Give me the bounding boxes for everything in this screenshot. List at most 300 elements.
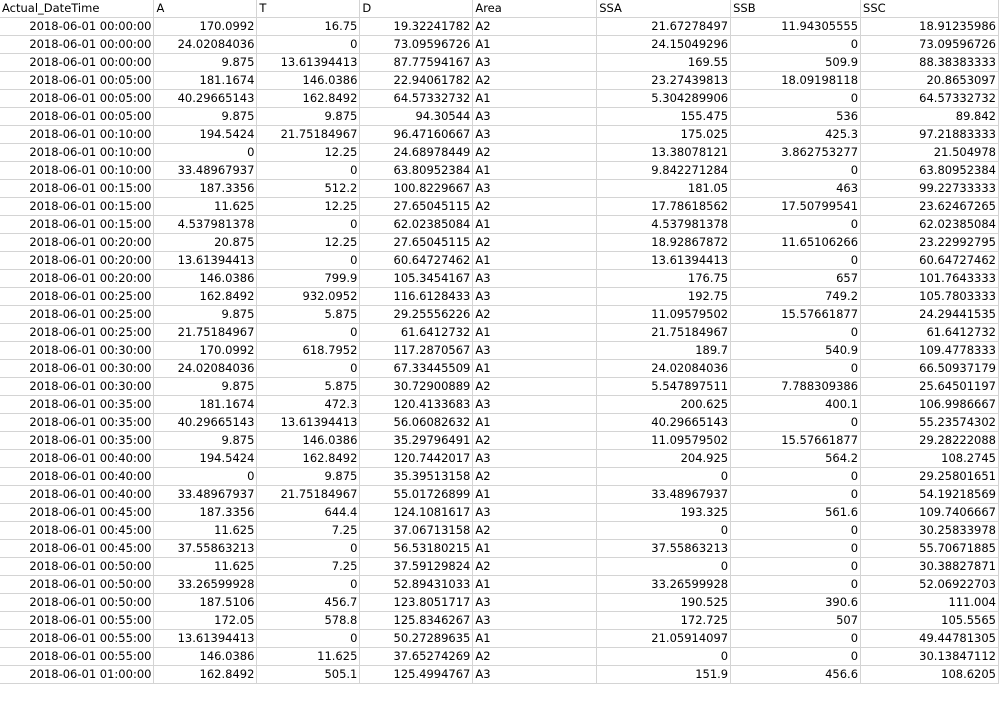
a-cell[interactable]: 33.48967937 [154, 162, 257, 180]
ssb-cell[interactable]: 425.3 [731, 126, 861, 144]
d-cell[interactable]: 61.6412732 [360, 324, 473, 342]
d-cell[interactable]: 22.94061782 [360, 72, 473, 90]
d-cell[interactable]: 27.65045115 [360, 234, 473, 252]
ssc-cell[interactable]: 25.64501197 [861, 378, 999, 396]
d-cell[interactable]: 100.8229667 [360, 180, 473, 198]
a-cell[interactable]: 194.5424 [154, 126, 257, 144]
a-cell[interactable]: 13.61394413 [154, 252, 257, 270]
a-cell[interactable]: 181.1674 [154, 396, 257, 414]
ssb-cell[interactable]: 390.6 [731, 594, 861, 612]
ssa-cell[interactable]: 200.625 [597, 396, 731, 414]
area-cell[interactable]: A1 [473, 630, 597, 648]
t-cell[interactable]: 512.2 [257, 180, 360, 198]
a-cell[interactable]: 33.26599928 [154, 576, 257, 594]
d-cell[interactable]: 30.72900889 [360, 378, 473, 396]
datetime-cell[interactable]: 2018-06-01 00:20:00 [0, 252, 154, 270]
t-cell[interactable]: 0 [257, 576, 360, 594]
datetime-cell[interactable]: 2018-06-01 00:05:00 [0, 90, 154, 108]
ssb-cell[interactable]: 0 [731, 468, 861, 486]
ssb-cell[interactable]: 18.09198118 [731, 72, 861, 90]
a-cell[interactable]: 37.55863213 [154, 540, 257, 558]
a-cell[interactable]: 170.0992 [154, 18, 257, 36]
d-cell[interactable]: 123.8051717 [360, 594, 473, 612]
d-cell[interactable]: 105.3454167 [360, 270, 473, 288]
area-cell[interactable]: A3 [473, 504, 597, 522]
area-cell[interactable]: A1 [473, 90, 597, 108]
ssa-cell[interactable]: 4.537981378 [597, 216, 731, 234]
ssa-cell[interactable]: 33.48967937 [597, 486, 731, 504]
t-cell[interactable]: 9.875 [257, 108, 360, 126]
ssc-cell[interactable]: 23.22992795 [861, 234, 999, 252]
area-cell[interactable]: A3 [473, 612, 597, 630]
datetime-cell[interactable]: 2018-06-01 00:00:00 [0, 54, 154, 72]
header-cell-ssa[interactable]: SSA [597, 0, 731, 18]
t-cell[interactable]: 146.0386 [257, 432, 360, 450]
a-cell[interactable]: 20.875 [154, 234, 257, 252]
t-cell[interactable]: 0 [257, 252, 360, 270]
datetime-cell[interactable]: 2018-06-01 00:15:00 [0, 216, 154, 234]
d-cell[interactable]: 37.59129824 [360, 558, 473, 576]
ssc-cell[interactable]: 49.44781305 [861, 630, 999, 648]
ssa-cell[interactable]: 23.27439813 [597, 72, 731, 90]
area-cell[interactable]: A1 [473, 486, 597, 504]
a-cell[interactable]: 172.05 [154, 612, 257, 630]
ssa-cell[interactable]: 190.525 [597, 594, 731, 612]
datetime-cell[interactable]: 2018-06-01 00:30:00 [0, 378, 154, 396]
ssb-cell[interactable]: 0 [731, 252, 861, 270]
ssc-cell[interactable]: 30.25833978 [861, 522, 999, 540]
ssa-cell[interactable]: 175.025 [597, 126, 731, 144]
t-cell[interactable]: 162.8492 [257, 450, 360, 468]
area-cell[interactable]: A2 [473, 306, 597, 324]
ssb-cell[interactable]: 3.862753277 [731, 144, 861, 162]
ssa-cell[interactable]: 33.26599928 [597, 576, 731, 594]
datetime-cell[interactable]: 2018-06-01 00:45:00 [0, 504, 154, 522]
ssc-cell[interactable]: 61.6412732 [861, 324, 999, 342]
a-cell[interactable]: 9.875 [154, 306, 257, 324]
ssa-cell[interactable]: 5.547897511 [597, 378, 731, 396]
d-cell[interactable]: 64.57332732 [360, 90, 473, 108]
area-cell[interactable]: A1 [473, 36, 597, 54]
t-cell[interactable]: 146.0386 [257, 72, 360, 90]
area-cell[interactable]: A3 [473, 126, 597, 144]
area-cell[interactable]: A3 [473, 594, 597, 612]
ssa-cell[interactable]: 193.325 [597, 504, 731, 522]
ssb-cell[interactable]: 0 [731, 90, 861, 108]
ssb-cell[interactable]: 11.94305555 [731, 18, 861, 36]
ssa-cell[interactable]: 181.05 [597, 180, 731, 198]
a-cell[interactable]: 146.0386 [154, 648, 257, 666]
datetime-cell[interactable]: 2018-06-01 00:55:00 [0, 612, 154, 630]
ssc-cell[interactable]: 109.4778333 [861, 342, 999, 360]
d-cell[interactable]: 94.30544 [360, 108, 473, 126]
ssa-cell[interactable]: 11.09579502 [597, 432, 731, 450]
d-cell[interactable]: 62.02385084 [360, 216, 473, 234]
a-cell[interactable]: 11.625 [154, 558, 257, 576]
area-cell[interactable]: A3 [473, 54, 597, 72]
ssc-cell[interactable]: 108.2745 [861, 450, 999, 468]
datetime-cell[interactable]: 2018-06-01 00:40:00 [0, 468, 154, 486]
ssb-cell[interactable]: 456.6 [731, 666, 861, 684]
datetime-cell[interactable]: 2018-06-01 00:40:00 [0, 450, 154, 468]
t-cell[interactable]: 644.4 [257, 504, 360, 522]
ssc-cell[interactable]: 64.57332732 [861, 90, 999, 108]
datetime-cell[interactable]: 2018-06-01 00:10:00 [0, 144, 154, 162]
ssc-cell[interactable]: 101.7643333 [861, 270, 999, 288]
d-cell[interactable]: 27.65045115 [360, 198, 473, 216]
ssc-cell[interactable]: 30.13847112 [861, 648, 999, 666]
ssa-cell[interactable]: 0 [597, 522, 731, 540]
ssa-cell[interactable]: 172.725 [597, 612, 731, 630]
ssc-cell[interactable]: 54.19218569 [861, 486, 999, 504]
ssa-cell[interactable]: 5.304289906 [597, 90, 731, 108]
ssc-cell[interactable]: 105.5565 [861, 612, 999, 630]
t-cell[interactable]: 5.875 [257, 306, 360, 324]
ssa-cell[interactable]: 9.842271284 [597, 162, 731, 180]
t-cell[interactable]: 0 [257, 540, 360, 558]
t-cell[interactable]: 456.7 [257, 594, 360, 612]
ssb-cell[interactable]: 400.1 [731, 396, 861, 414]
t-cell[interactable]: 472.3 [257, 396, 360, 414]
ssc-cell[interactable]: 111.004 [861, 594, 999, 612]
t-cell[interactable]: 578.8 [257, 612, 360, 630]
d-cell[interactable]: 35.39513158 [360, 468, 473, 486]
ssc-cell[interactable]: 106.9986667 [861, 396, 999, 414]
a-cell[interactable]: 33.48967937 [154, 486, 257, 504]
ssb-cell[interactable]: 0 [731, 558, 861, 576]
area-cell[interactable]: A2 [473, 144, 597, 162]
t-cell[interactable]: 0 [257, 36, 360, 54]
datetime-cell[interactable]: 2018-06-01 00:05:00 [0, 72, 154, 90]
ssa-cell[interactable]: 17.78618562 [597, 198, 731, 216]
datetime-cell[interactable]: 2018-06-01 00:15:00 [0, 180, 154, 198]
ssa-cell[interactable]: 40.29665143 [597, 414, 731, 432]
datetime-cell[interactable]: 2018-06-01 00:30:00 [0, 342, 154, 360]
ssa-cell[interactable]: 192.75 [597, 288, 731, 306]
area-cell[interactable]: A1 [473, 252, 597, 270]
ssc-cell[interactable]: 73.09596726 [861, 36, 999, 54]
ssa-cell[interactable]: 21.05914097 [597, 630, 731, 648]
ssb-cell[interactable]: 0 [731, 486, 861, 504]
datetime-cell[interactable]: 2018-06-01 00:35:00 [0, 432, 154, 450]
area-cell[interactable]: A3 [473, 396, 597, 414]
ssc-cell[interactable]: 105.7803333 [861, 288, 999, 306]
header-cell-actual-datetime[interactable]: Actual_DateTime [0, 0, 154, 18]
d-cell[interactable]: 67.33445509 [360, 360, 473, 378]
datetime-cell[interactable]: 2018-06-01 00:30:00 [0, 360, 154, 378]
t-cell[interactable]: 0 [257, 630, 360, 648]
ssb-cell[interactable]: 0 [731, 324, 861, 342]
area-cell[interactable]: A2 [473, 198, 597, 216]
ssb-cell[interactable]: 0 [731, 162, 861, 180]
a-cell[interactable]: 194.5424 [154, 450, 257, 468]
ssa-cell[interactable]: 155.475 [597, 108, 731, 126]
area-cell[interactable]: A2 [473, 378, 597, 396]
d-cell[interactable]: 87.77594167 [360, 54, 473, 72]
ssb-cell[interactable]: 15.57661877 [731, 432, 861, 450]
d-cell[interactable]: 37.06713158 [360, 522, 473, 540]
t-cell[interactable]: 0 [257, 162, 360, 180]
datetime-cell[interactable]: 2018-06-01 00:20:00 [0, 270, 154, 288]
a-cell[interactable]: 4.537981378 [154, 216, 257, 234]
ssc-cell[interactable]: 52.06922703 [861, 576, 999, 594]
t-cell[interactable]: 0 [257, 216, 360, 234]
a-cell[interactable]: 40.29665143 [154, 90, 257, 108]
datetime-cell[interactable]: 2018-06-01 00:55:00 [0, 648, 154, 666]
ssc-cell[interactable]: 62.02385084 [861, 216, 999, 234]
area-cell[interactable]: A1 [473, 324, 597, 342]
d-cell[interactable]: 124.1081617 [360, 504, 473, 522]
ssb-cell[interactable]: 15.57661877 [731, 306, 861, 324]
t-cell[interactable]: 21.75184967 [257, 126, 360, 144]
ssc-cell[interactable]: 30.38827871 [861, 558, 999, 576]
a-cell[interactable]: 11.625 [154, 198, 257, 216]
a-cell[interactable]: 162.8492 [154, 666, 257, 684]
ssa-cell[interactable]: 0 [597, 468, 731, 486]
area-cell[interactable]: A2 [473, 234, 597, 252]
datetime-cell[interactable]: 2018-06-01 00:35:00 [0, 414, 154, 432]
datetime-cell[interactable]: 2018-06-01 00:25:00 [0, 306, 154, 324]
d-cell[interactable]: 96.47160667 [360, 126, 473, 144]
d-cell[interactable]: 50.27289635 [360, 630, 473, 648]
t-cell[interactable]: 0 [257, 360, 360, 378]
datetime-cell[interactable]: 2018-06-01 00:20:00 [0, 234, 154, 252]
ssa-cell[interactable]: 37.55863213 [597, 540, 731, 558]
ssb-cell[interactable]: 657 [731, 270, 861, 288]
ssb-cell[interactable]: 17.50799541 [731, 198, 861, 216]
ssc-cell[interactable]: 21.504978 [861, 144, 999, 162]
ssb-cell[interactable]: 507 [731, 612, 861, 630]
a-cell[interactable]: 13.61394413 [154, 630, 257, 648]
area-cell[interactable]: A2 [473, 432, 597, 450]
d-cell[interactable]: 55.01726899 [360, 486, 473, 504]
t-cell[interactable]: 7.25 [257, 558, 360, 576]
area-cell[interactable]: A2 [473, 468, 597, 486]
ssa-cell[interactable]: 204.925 [597, 450, 731, 468]
a-cell[interactable]: 0 [154, 144, 257, 162]
a-cell[interactable]: 170.0992 [154, 342, 257, 360]
d-cell[interactable]: 117.2870567 [360, 342, 473, 360]
t-cell[interactable]: 21.75184967 [257, 486, 360, 504]
t-cell[interactable]: 162.8492 [257, 90, 360, 108]
d-cell[interactable]: 19.32241782 [360, 18, 473, 36]
ssc-cell[interactable]: 55.23574302 [861, 414, 999, 432]
datetime-cell[interactable]: 2018-06-01 00:00:00 [0, 18, 154, 36]
ssb-cell[interactable]: 540.9 [731, 342, 861, 360]
datetime-cell[interactable]: 2018-06-01 01:00:00 [0, 666, 154, 684]
d-cell[interactable]: 56.53180215 [360, 540, 473, 558]
ssc-cell[interactable]: 55.70671885 [861, 540, 999, 558]
datetime-cell[interactable]: 2018-06-01 00:00:00 [0, 36, 154, 54]
a-cell[interactable]: 9.875 [154, 108, 257, 126]
d-cell[interactable]: 63.80952384 [360, 162, 473, 180]
datetime-cell[interactable]: 2018-06-01 00:40:00 [0, 486, 154, 504]
ssc-cell[interactable]: 24.29441535 [861, 306, 999, 324]
ssa-cell[interactable]: 11.09579502 [597, 306, 731, 324]
ssa-cell[interactable]: 169.55 [597, 54, 731, 72]
datetime-cell[interactable]: 2018-06-01 00:50:00 [0, 558, 154, 576]
datetime-cell[interactable]: 2018-06-01 00:15:00 [0, 198, 154, 216]
datetime-cell[interactable]: 2018-06-01 00:10:00 [0, 126, 154, 144]
d-cell[interactable]: 120.4133683 [360, 396, 473, 414]
ssc-cell[interactable]: 63.80952384 [861, 162, 999, 180]
ssa-cell[interactable]: 24.02084036 [597, 360, 731, 378]
header-cell-ssc[interactable]: SSC [861, 0, 999, 18]
ssa-cell[interactable]: 151.9 [597, 666, 731, 684]
area-cell[interactable]: A1 [473, 360, 597, 378]
ssb-cell[interactable]: 536 [731, 108, 861, 126]
d-cell[interactable]: 35.29796491 [360, 432, 473, 450]
a-cell[interactable]: 24.02084036 [154, 36, 257, 54]
d-cell[interactable]: 37.65274269 [360, 648, 473, 666]
t-cell[interactable]: 12.25 [257, 198, 360, 216]
datetime-cell[interactable]: 2018-06-01 00:25:00 [0, 288, 154, 306]
a-cell[interactable]: 187.5106 [154, 594, 257, 612]
a-cell[interactable]: 181.1674 [154, 72, 257, 90]
t-cell[interactable]: 0 [257, 324, 360, 342]
ssa-cell[interactable]: 21.67278497 [597, 18, 731, 36]
datetime-cell[interactable]: 2018-06-01 00:35:00 [0, 396, 154, 414]
ssb-cell[interactable]: 749.2 [731, 288, 861, 306]
header-cell-area[interactable]: Area [473, 0, 597, 18]
a-cell[interactable]: 40.29665143 [154, 414, 257, 432]
datetime-cell[interactable]: 2018-06-01 00:25:00 [0, 324, 154, 342]
area-cell[interactable]: A2 [473, 558, 597, 576]
datetime-cell[interactable]: 2018-06-01 00:45:00 [0, 522, 154, 540]
a-cell[interactable]: 9.875 [154, 432, 257, 450]
area-cell[interactable]: A2 [473, 72, 597, 90]
ssb-cell[interactable]: 509.9 [731, 54, 861, 72]
d-cell[interactable]: 56.06082632 [360, 414, 473, 432]
ssc-cell[interactable]: 109.7406667 [861, 504, 999, 522]
t-cell[interactable]: 12.25 [257, 144, 360, 162]
area-cell[interactable]: A3 [473, 288, 597, 306]
datetime-cell[interactable]: 2018-06-01 00:05:00 [0, 108, 154, 126]
d-cell[interactable]: 125.8346267 [360, 612, 473, 630]
area-cell[interactable]: A3 [473, 108, 597, 126]
area-cell[interactable]: A1 [473, 540, 597, 558]
ssc-cell[interactable]: 18.91235986 [861, 18, 999, 36]
ssb-cell[interactable]: 0 [731, 648, 861, 666]
a-cell[interactable]: 0 [154, 468, 257, 486]
header-cell-t[interactable]: T [257, 0, 360, 18]
d-cell[interactable]: 52.89431033 [360, 576, 473, 594]
ssc-cell[interactable]: 89.842 [861, 108, 999, 126]
ssc-cell[interactable]: 20.8653097 [861, 72, 999, 90]
area-cell[interactable]: A3 [473, 342, 597, 360]
area-cell[interactable]: A3 [473, 180, 597, 198]
ssc-cell[interactable]: 29.25801651 [861, 468, 999, 486]
area-cell[interactable]: A2 [473, 18, 597, 36]
header-cell-d[interactable]: D [360, 0, 473, 18]
ssb-cell[interactable]: 463 [731, 180, 861, 198]
header-cell-a[interactable]: A [154, 0, 257, 18]
ssa-cell[interactable]: 176.75 [597, 270, 731, 288]
ssb-cell[interactable]: 0 [731, 414, 861, 432]
area-cell[interactable]: A1 [473, 216, 597, 234]
datetime-cell[interactable]: 2018-06-01 00:10:00 [0, 162, 154, 180]
ssa-cell[interactable]: 189.7 [597, 342, 731, 360]
t-cell[interactable]: 7.25 [257, 522, 360, 540]
t-cell[interactable]: 16.75 [257, 18, 360, 36]
area-cell[interactable]: A3 [473, 270, 597, 288]
area-cell[interactable]: A1 [473, 414, 597, 432]
t-cell[interactable]: 799.9 [257, 270, 360, 288]
ssc-cell[interactable]: 29.28222088 [861, 432, 999, 450]
ssc-cell[interactable]: 60.64727462 [861, 252, 999, 270]
t-cell[interactable]: 9.875 [257, 468, 360, 486]
datetime-cell[interactable]: 2018-06-01 00:45:00 [0, 540, 154, 558]
ssb-cell[interactable]: 0 [731, 360, 861, 378]
d-cell[interactable]: 73.09596726 [360, 36, 473, 54]
a-cell[interactable]: 187.3356 [154, 504, 257, 522]
ssb-cell[interactable]: 561.6 [731, 504, 861, 522]
ssc-cell[interactable]: 99.22733333 [861, 180, 999, 198]
t-cell[interactable]: 618.7952 [257, 342, 360, 360]
ssa-cell[interactable]: 24.15049296 [597, 36, 731, 54]
ssb-cell[interactable]: 0 [731, 630, 861, 648]
ssb-cell[interactable]: 0 [731, 540, 861, 558]
ssa-cell[interactable]: 21.75184967 [597, 324, 731, 342]
t-cell[interactable]: 12.25 [257, 234, 360, 252]
a-cell[interactable]: 162.8492 [154, 288, 257, 306]
header-cell-ssb[interactable]: SSB [731, 0, 861, 18]
t-cell[interactable]: 505.1 [257, 666, 360, 684]
d-cell[interactable]: 60.64727462 [360, 252, 473, 270]
ssb-cell[interactable]: 564.2 [731, 450, 861, 468]
datetime-cell[interactable]: 2018-06-01 00:55:00 [0, 630, 154, 648]
t-cell[interactable]: 13.61394413 [257, 54, 360, 72]
t-cell[interactable]: 932.0952 [257, 288, 360, 306]
ssa-cell[interactable]: 18.92867872 [597, 234, 731, 252]
d-cell[interactable]: 29.25556226 [360, 306, 473, 324]
ssb-cell[interactable]: 0 [731, 522, 861, 540]
d-cell[interactable]: 24.68978449 [360, 144, 473, 162]
t-cell[interactable]: 13.61394413 [257, 414, 360, 432]
a-cell[interactable]: 187.3356 [154, 180, 257, 198]
area-cell[interactable]: A1 [473, 576, 597, 594]
ssa-cell[interactable]: 0 [597, 648, 731, 666]
t-cell[interactable]: 5.875 [257, 378, 360, 396]
a-cell[interactable]: 21.75184967 [154, 324, 257, 342]
ssb-cell[interactable]: 0 [731, 216, 861, 234]
ssa-cell[interactable]: 0 [597, 558, 731, 576]
ssa-cell[interactable]: 13.38078121 [597, 144, 731, 162]
a-cell[interactable]: 9.875 [154, 378, 257, 396]
datetime-cell[interactable]: 2018-06-01 00:50:00 [0, 576, 154, 594]
ssc-cell[interactable]: 23.62467265 [861, 198, 999, 216]
area-cell[interactable]: A3 [473, 666, 597, 684]
area-cell[interactable]: A3 [473, 450, 597, 468]
d-cell[interactable]: 120.7442017 [360, 450, 473, 468]
ssc-cell[interactable]: 88.38383333 [861, 54, 999, 72]
a-cell[interactable]: 9.875 [154, 54, 257, 72]
a-cell[interactable]: 24.02084036 [154, 360, 257, 378]
ssa-cell[interactable]: 13.61394413 [597, 252, 731, 270]
area-cell[interactable]: A1 [473, 162, 597, 180]
d-cell[interactable]: 116.6128433 [360, 288, 473, 306]
ssb-cell[interactable]: 0 [731, 36, 861, 54]
area-cell[interactable]: A2 [473, 522, 597, 540]
ssc-cell[interactable]: 108.6205 [861, 666, 999, 684]
ssc-cell[interactable]: 66.50937179 [861, 360, 999, 378]
t-cell[interactable]: 11.625 [257, 648, 360, 666]
d-cell[interactable]: 125.4994767 [360, 666, 473, 684]
ssc-cell[interactable]: 97.21883333 [861, 126, 999, 144]
ssb-cell[interactable]: 11.65106266 [731, 234, 861, 252]
datetime-cell[interactable]: 2018-06-01 00:50:00 [0, 594, 154, 612]
ssb-cell[interactable]: 0 [731, 576, 861, 594]
